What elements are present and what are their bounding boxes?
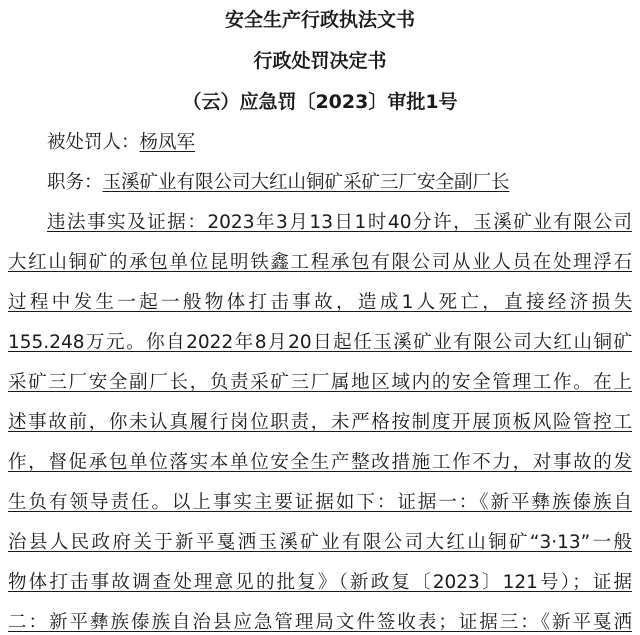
facts-line: 大红山铜矿的承包单位昆明铁鑫工程承包有限公司从业人员在处理浮石 [8,252,632,273]
position-row [47,171,510,195]
facts-line: 生负有领导责任。以上事实主要证据如下：证据一：《新平彝族傣族自 [8,492,632,513]
facts-line: 二：新平彝族傣族自治县应急管理局文件签收表；证据三：《新平戛洒 [8,612,632,633]
facts-line: 物体打击事故调查处理意见的批复》（新政复〔2023〕121号）；证据 [8,572,632,593]
facts-line: 治县人民政府关于新平戛洒玉溪矿业有限公司大红山铜矿“3·13”一般 [8,532,632,553]
facts-line: 采矿三厂安全副厂长，负责采矿三厂属地区域内的安全管理工作。在上 [8,372,632,393]
document-number: （云）应急罚〔2023〕审批1号 [182,91,458,113]
penalized-party-label: 被处罚人： [47,132,140,153]
position-value: 玉溪矿业有限公司大红山铜矿采矿三厂安全副厂长 [102,172,510,193]
facts-line: 155.248万元。你自2022年8月20日起任玉溪矿业有限公司大红山铜矿 [8,332,632,353]
penalized-party-row [47,131,195,155]
document-category-title: 安全生产行政执法文书 [224,9,415,31]
position-label: 职务： [47,172,103,193]
penalized-party-name: 杨凤军 [139,132,196,153]
facts-line: 作，督促承包单位落实本单位安全生产整改措施工作不力，对事故的发 [8,452,632,473]
facts-line: 述事故前，你未认真履行岗位职责，未严格按制度开展顶板风险管控工 [8,412,632,433]
facts-line: 违法事实及证据：2023年3月13日1时40分许，玉溪矿业有限公司 [47,212,632,233]
document-title: 行政处罚决定书 [253,50,387,72]
facts-line: 过程中发生一起一般物体打击事故，造成1人死亡，直接经济损失 [8,292,632,313]
